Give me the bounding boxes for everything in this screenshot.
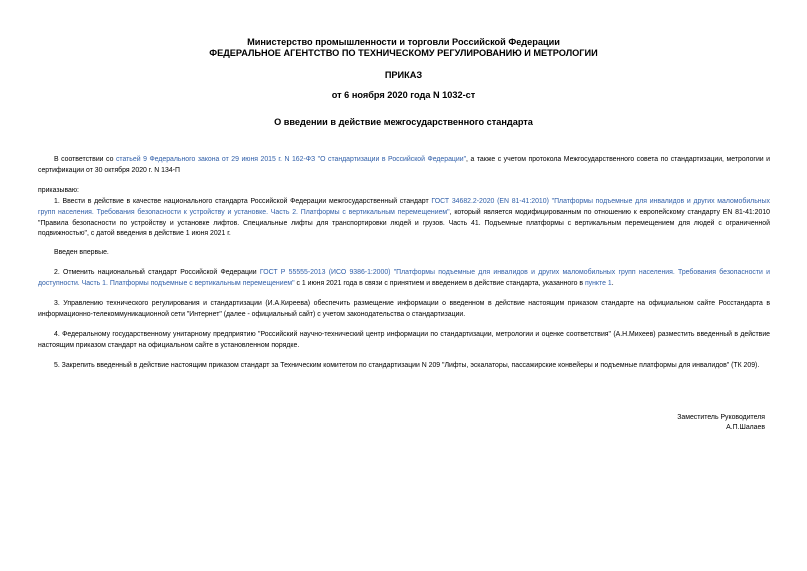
- point-1-link[interactable]: пункте 1: [584, 279, 612, 287]
- paragraph-1: [38, 197, 770, 240]
- doc-subject: О введении в действие межгосударственного стандарта: [274, 117, 533, 127]
- order-word: приказываю:: [38, 187, 79, 194]
- ministry-heading: Министерство промышленности и торговли Российской Федерации: [247, 37, 560, 47]
- paragraph-4: 4. Федеральному государственному унитарному предприятию "Российский научно-технический центр информации по стандартизации, метрологии и оценке соответствия" (А.Н.Михеев) разместить введенный в действие настоящим приказом стандарт на официальном сайте в установленном порядке.: [38, 331, 770, 349]
- doc-date-number: от 6 ноября 2020 года N 1032-ст: [331, 90, 476, 100]
- p2-text-2: с 1 июня 2021 года в связи с принятием и введением в действие стандарта, указанного в: [294, 279, 585, 287]
- gost-34682-link[interactable]: ГОСТ 34682.2-2020 (EN 81-41:2010) "Платформы подъемные для инвалидов и других маломобильных групп населения. Требования безопасности к устройству и установке. Часть 2. Платформы с вертикальным перемещением": [38, 198, 770, 216]
- gost-r-55555-link[interactable]: ГОСТ Р 55555-2013 (ИСО 9386-1:2000) "Платформы подъемные для инвалидов и других маломобильных групп населения. Требования безопасности и доступности. Часть 1. Платформы подъемные с вертикальным перемещением": [38, 269, 770, 287]
- federal-law-link[interactable]: статьей 9 Федерального закона от 29 июня 2015 г. N 162-ФЗ "О стандартизации в Российской Федерации": [115, 156, 467, 163]
- p1-text-2: , который является модифицированным по отношению к европейскому стандарту EN 81-41:2010 "Правила безопасности по устройству и установке лифтов. Специальные лифты для транспортировки людей и грузов. Часть 41. Подъемные платформы с вертикальным перемещением для людей с ограниченной подвижностью", с датой введения в действие 1 июня 2021 г.: [38, 208, 770, 238]
- signature-name: А.П.Шалаев: [726, 424, 765, 431]
- paragraph-2: [38, 268, 770, 290]
- paragraph-3: 3. Управлению технического регулирования и стандартизации (И.А.Киреева) обеспечить размещение информации о введенном в действие настоящим приказом стандарте на официальном сайте Росстандарта в информационно-телекоммуникационной сети "Интернет" (далее - официальный сайт) с учетом законодательства о стандартизации.: [38, 300, 770, 318]
- p2-text-3: .: [611, 279, 614, 287]
- p2-text-1: 2. Отменить национальный стандарт Российской Федерации: [54, 269, 260, 276]
- signature-position: Заместитель Руководителя: [677, 414, 765, 421]
- intro-text-2: , а также с учетом протокола Межгосударственного совета по стандартизации, метрологии и сертификации от 30 октября 2020 г. N 134-П: [38, 156, 771, 174]
- intro-paragraph: [38, 155, 770, 177]
- agency-heading: ФЕДЕРАЛЬНОЕ АГЕНТСТВО ПО ТЕХНИЧЕСКОМУ РЕГУЛИРОВАНИЮ И МЕТРОЛОГИИ: [209, 48, 598, 58]
- p1-text-1: 1. Ввести в действие в качестве национального стандарта Российской Федерации межгосударственный стандарт: [54, 198, 432, 205]
- intro-text-1: В соответствии со: [54, 156, 116, 163]
- doc-type-heading: ПРИКАЗ: [384, 70, 423, 80]
- first-introduced-note: Введен впервые.: [54, 249, 109, 256]
- paragraph-5: 5. Закрепить введенный в действие настоящим приказом стандарт за Техническим комитетом по стандартизации N 209 "Лифты, эскалаторы, пассажирские конвейеры и подъемные платформы для инвалидов" (ТК 209).: [54, 362, 760, 369]
